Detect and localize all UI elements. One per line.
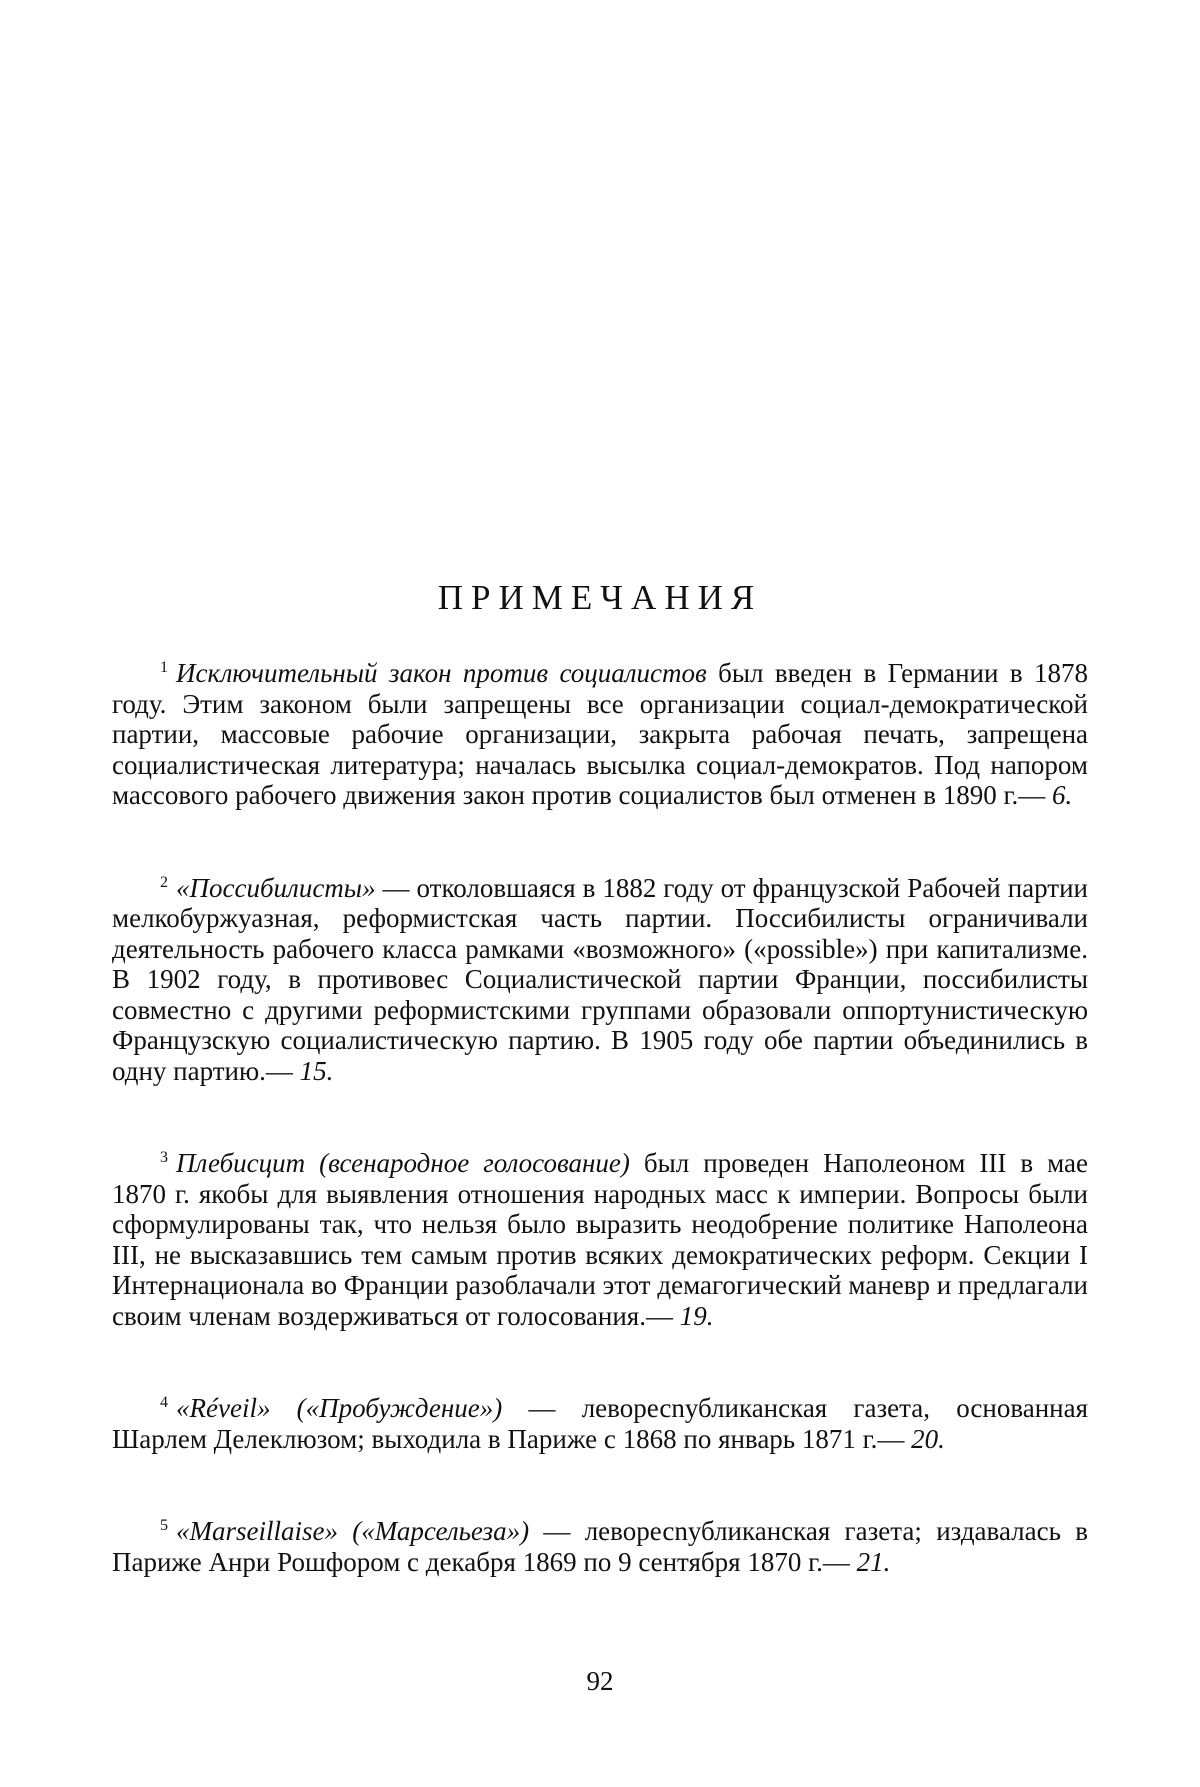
note-2	[112, 873, 1088, 1087]
note-number: 4	[160, 1394, 168, 1411]
note-number: 5	[160, 1517, 168, 1534]
note-1	[112, 658, 1088, 811]
note-page-ref: 20.	[911, 1423, 945, 1454]
note-number: 2	[160, 873, 168, 891]
note-page-ref: 21.	[856, 1546, 891, 1577]
note-3	[112, 1148, 1088, 1331]
note-body: был проведен Наполеоном III в мае 1870 г. якобы для выявления отношения народных масс к империи. Вопросы были сформулированы так, что нельзя было выразить неодобрение политике Наполеона III, не высказавшись тем самым против всяких демократических реформ. Секции I Интернационала во Франции разоблачали этот демагогический маневр и предлагали своим членам воздерживаться от голосования.—	[112, 1148, 1089, 1331]
page-number: 92	[586, 1666, 614, 1696]
note-number: 3	[160, 1149, 168, 1166]
note-body: — леворесnубликанская газета, основанная Шарлем Делеклюзом; выходила в Париже с 1868 по январь 1871 г.—	[112, 1393, 1088, 1454]
notes-list	[112, 658, 1088, 1639]
note-5	[112, 1516, 1088, 1577]
note-body: был введен в Германии в 1878 году. Этим законом были запрещены все организации социал-демократической партии, массовые рабочие организации, закрыта рабочая печать, запрещена социалистическая литература; началась высылка социал-демократов. Под напором массового рабочего движения закон против социалистов был отменен в 1890 г.—	[112, 658, 1088, 810]
note-lead: Плебисцит (всенародное голосование)	[176, 1148, 630, 1178]
note-lead: Исключительный закон против социалистов	[176, 658, 707, 688]
note-lead: «Réveil» («Пробуждение»)	[176, 1393, 503, 1423]
note-page-ref: 6.	[1052, 780, 1073, 810]
note-4	[112, 1393, 1088, 1454]
note-body: — отколовшаяся в 1882 году от французской Рабочей партии мелкобуржуазная, реформистская часть партии. Поссибилисты ограничивали деятельность рабочего класса рамками «возможного» («possible») при капитализме. В 1902 году, в противовес Социалистической партии Франции, поссибилисты совместно с другими реформистскими группами образовали оппортунистическую Французскую социалистическую партию. В 1905 году обе партии объединились в одну партию.—	[112, 872, 1088, 1086]
note-lead: «Поссибилисты»	[176, 872, 376, 903]
note-lead: «Marseillaise» («Марсельеза»)	[176, 1516, 530, 1546]
note-page-ref: 15.	[299, 1055, 334, 1086]
note-body: — леворесnубликанская газета; издавалась в Париже Анри Рошфором с декабря 1869 по 9 сентября 1870 г.—	[112, 1516, 1088, 1577]
page-heading: ПРИМЕЧАНИЯ	[437, 578, 763, 617]
note-number: 1	[160, 659, 168, 676]
note-page-ref: 19.	[679, 1300, 714, 1331]
